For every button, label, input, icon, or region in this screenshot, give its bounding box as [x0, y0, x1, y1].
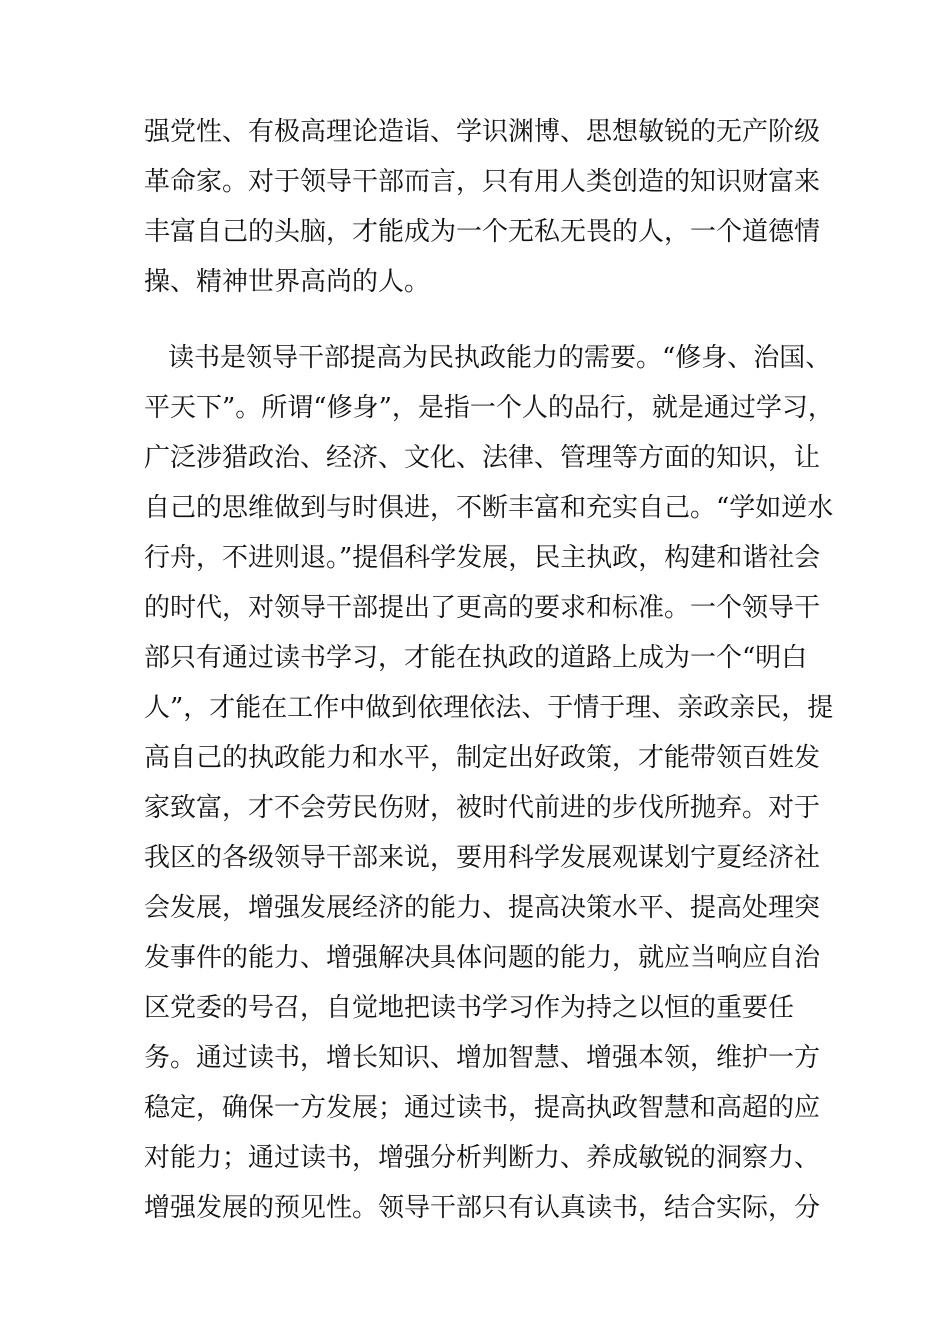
text-line: 平天下”。所谓“修身”，是指一个人的品行，就是通过学习，	[144, 393, 834, 423]
text-line: 自己的思维做到与时俱进，不断丰富和充实自己。“学如逆水	[144, 493, 834, 523]
text-line: 务。通过读书，增长知识、增加智慧、增强本领，维护一方	[144, 1043, 821, 1073]
text-line: 广泛涉猎政治、经济、文化、法律、管理等方面的知识，让	[144, 443, 821, 473]
text-line: 高自己的执政能力和水平，制定出好政策，才能带领百姓发	[144, 743, 821, 773]
text-line: 区党委的号召，自觉地把读书学习作为持之以恒的重要任	[144, 993, 795, 1023]
text-line: 对能力；通过读书，增强分析判断力、养成敏锐的洞察力、	[144, 1143, 821, 1173]
text-line: 我区的各级领导干部来说，要用科学发展观谋划宁夏经济社	[144, 843, 821, 873]
text-line: 革命家。对于领导干部而言，只有用人类创造的知识财富来	[144, 167, 821, 197]
text-line: 人”，才能在工作中做到依理依法、于情于理、亲政亲民，提	[144, 693, 834, 723]
text-line: 的时代，对领导干部提出了更高的要求和标准。一个领导干	[144, 593, 821, 623]
text-line: 读书是领导干部提高为民执政能力的需要。“修身、治国、	[168, 343, 832, 373]
text-line: 强党性、有极高理论造诣、学识渊博、思想敏锐的无产阶级	[144, 117, 821, 147]
text-line: 行舟，不进则退。”提倡科学发展，民主执政，构建和谐社会	[144, 543, 821, 573]
text-line: 发事件的能力、增强解决具体问题的能力，就应当响应自治	[144, 943, 821, 973]
paragraph-1	[144, 107, 824, 307]
text-line: 家致富，才不会劳民伤财，被时代前进的步伐所抛弃。对于	[144, 793, 821, 823]
text-line: 增强发展的预见性。领导干部只有认真读书，结合实际，分	[144, 1193, 821, 1223]
paragraph-2	[144, 333, 834, 1233]
text-line: 丰富自己的头脑，才能成为一个无私无畏的人，一个道德情	[144, 217, 821, 247]
text-line: 操、精神世界高尚的人。	[144, 267, 431, 297]
text-line: 会发展，增强发展经济的能力、提高决策水平、提高处理突	[144, 893, 821, 923]
text-line: 稳定，确保一方发展；通过读书，提高执政智慧和高超的应	[144, 1093, 821, 1123]
text-line: 部只有通过读书学习，才能在执政的道路上成为一个“明白	[144, 643, 808, 673]
